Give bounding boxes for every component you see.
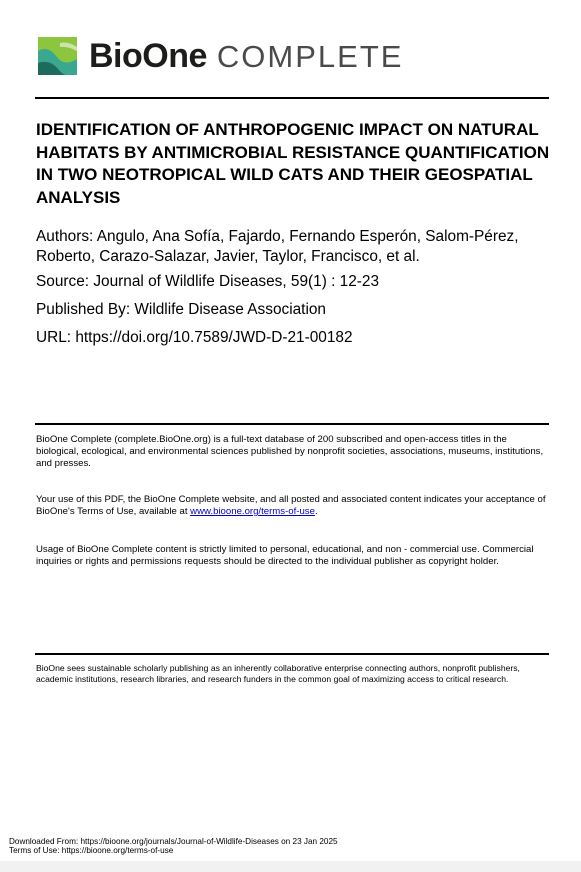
article-source: Source: Journal of Wildlife Diseases, 59(1) : 12-23	[36, 273, 380, 290]
mission-statement: BioOne sees sustainable scholarly publishing as an inherently collaborative enterprise connecting authors, nonprofit publishers, academic institutions, research libraries, and research funders in the common goal of maximizing access to critical research.	[36, 663, 520, 684]
bioone-logo[interactable]	[38, 36, 403, 76]
usage-notice: Usage of BioOne Complete content is strictly limited to personal, educational, and non - commercial use. Commercial inquiries or rights and permissions requests should be directed to the individual publisher as copyright holder.	[36, 544, 534, 567]
article-title: IDENTIFICATION OF ANTHROPOGENIC IMPACT ON NATURAL HABITATS BY ANTIMICROBIAL RESISTANCE QUANTIFICATION IN TWO NEOTROPICAL WILD CATS AND THEIR GEOSPATIAL ANALYSIS	[36, 120, 550, 207]
notice-divider-top	[35, 423, 549, 425]
terms-notice-prefix: Your use of this PDF, the BioOne Complete website, and all posted and associated content indicates your acceptance of BioOne's Terms of Use, available at	[36, 494, 546, 517]
terms-of-use-link[interactable]: www.bioone.org/terms-of-use	[190, 506, 315, 517]
logo-name-bold: BioOne	[89, 36, 207, 75]
terms-notice	[36, 494, 548, 518]
notice-divider-bottom	[35, 653, 549, 655]
article-url[interactable]: URL: https://doi.org/10.7589/JWD-D-21-00182	[36, 329, 353, 346]
terms-notice-suffix: .	[314, 506, 318, 517]
bioone-logo-icon	[38, 37, 77, 75]
header-divider	[35, 97, 549, 99]
article-authors: Authors: Angulo, Ana Sofía, Fajardo, Fernando Esperón, Salom-Pérez, Roberto, Carazo-Salazar, Javier, Taylor, Francisco, et al.	[36, 228, 519, 265]
page-bottom-bar	[0, 861, 581, 872]
download-info: Downloaded From: https://bioone.org/journals/Journal-of-Wildlife-Diseases on 23 Jan 2025	[9, 837, 338, 846]
article-publisher: Published By: Wildlife Disease Association	[36, 301, 326, 318]
bioone-wordmark	[89, 37, 403, 76]
logo-name-light: COMPLETE	[216, 38, 404, 74]
footer-terms: Terms of Use: https://bioone.org/terms-of-use	[9, 846, 174, 855]
about-notice: BioOne Complete (complete.BioOne.org) is a full-text database of 200 subscribed and open-access titles in the biological, ecological, and environmental sciences published by nonprofit societies, associations, museums, institutions, and presses.	[36, 434, 544, 469]
